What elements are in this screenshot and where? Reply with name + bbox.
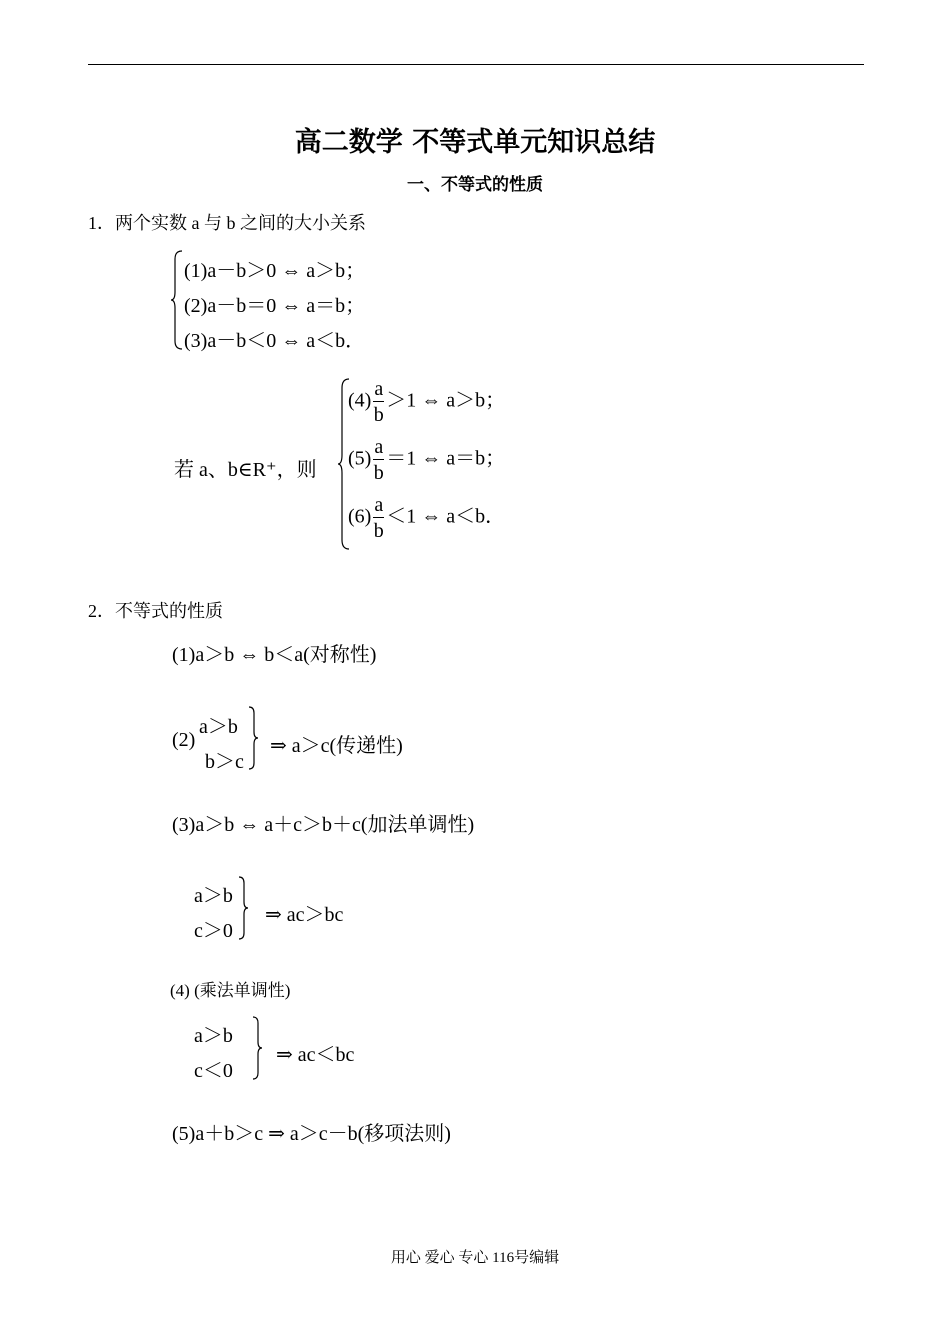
denominator: b xyxy=(373,520,384,542)
property-4a-premise-1: a＞b xyxy=(194,885,233,907)
property-4b-premise-2: c＜0 xyxy=(194,1060,233,1082)
property-4a-premise-2: c＞0 xyxy=(194,920,233,942)
property-5: (5)a＋b＞c ⇒ a＞c－b(移项法则) xyxy=(172,1123,451,1145)
right-brace-icon xyxy=(248,706,260,770)
section-heading: 一、不等式的性质 xyxy=(407,175,543,195)
right-brace-icon xyxy=(252,1016,264,1080)
property-4a-result: ⇒ ac＞bc xyxy=(265,904,344,926)
denominator: b xyxy=(373,404,384,426)
property-4-label: (4) (乘法单调性) xyxy=(170,981,291,1000)
ratio-suffix: ＜1 ⇔ a＜b． xyxy=(386,505,506,528)
page-footer: 用心 爱心 专心 116号编辑 xyxy=(390,1250,560,1266)
ratio-case-5 xyxy=(348,437,505,483)
ratio-prefix: (4) xyxy=(348,389,372,412)
property-2-premise-2: b＞c xyxy=(205,751,244,773)
ratio-case-6 xyxy=(348,495,505,541)
ratio-suffix: ＞1 ⇔ a＞b； xyxy=(386,389,506,412)
ratio-suffix: ＝1 ⇔ a＝b； xyxy=(386,447,506,470)
fraction xyxy=(373,495,384,541)
left-brace-icon xyxy=(170,250,184,350)
page-title: 高二数学 不等式单元知识总结 xyxy=(294,127,656,158)
ratio-case-4 xyxy=(348,379,505,425)
condition-text: 若 a、b∈R⁺，则 xyxy=(174,459,317,481)
part2-heading: 2．不等式的性质 xyxy=(88,601,223,621)
numerator: a xyxy=(374,436,384,458)
numerator: a xyxy=(374,494,384,516)
property-3: (3)a＞b ⇔ a＋c＞b＋c(加法单调性) xyxy=(172,814,475,836)
property-4b-result: ⇒ ac＜bc xyxy=(276,1044,355,1066)
right-brace-icon xyxy=(238,876,250,940)
case-2: (2)a－b＝0 ⇔ a＝b； xyxy=(184,295,366,317)
property-4b-premise-1: a＞b xyxy=(194,1025,233,1047)
property-2-premise-1: a＞b xyxy=(199,716,238,738)
property-1: (1)a＞b ⇔ b＜a(对称性) xyxy=(172,644,377,666)
property-2-result: ⇒ a＞c(传递性) xyxy=(270,735,403,757)
top-rule xyxy=(88,64,864,65)
denominator: b xyxy=(373,462,384,484)
part1-heading: 1．两个实数 a 与 b 之间的大小关系 xyxy=(88,213,366,233)
fraction xyxy=(373,437,384,483)
case-1: (1)a－b＞0 ⇔ a＞b； xyxy=(184,260,366,282)
fraction xyxy=(373,379,384,425)
ratio-prefix: (5) xyxy=(348,447,372,470)
case-3: (3)a－b＜0 ⇔ a＜b． xyxy=(184,330,366,352)
property-2-label: (2) xyxy=(172,729,196,751)
numerator: a xyxy=(374,378,384,400)
ratio-prefix: (6) xyxy=(348,505,372,528)
